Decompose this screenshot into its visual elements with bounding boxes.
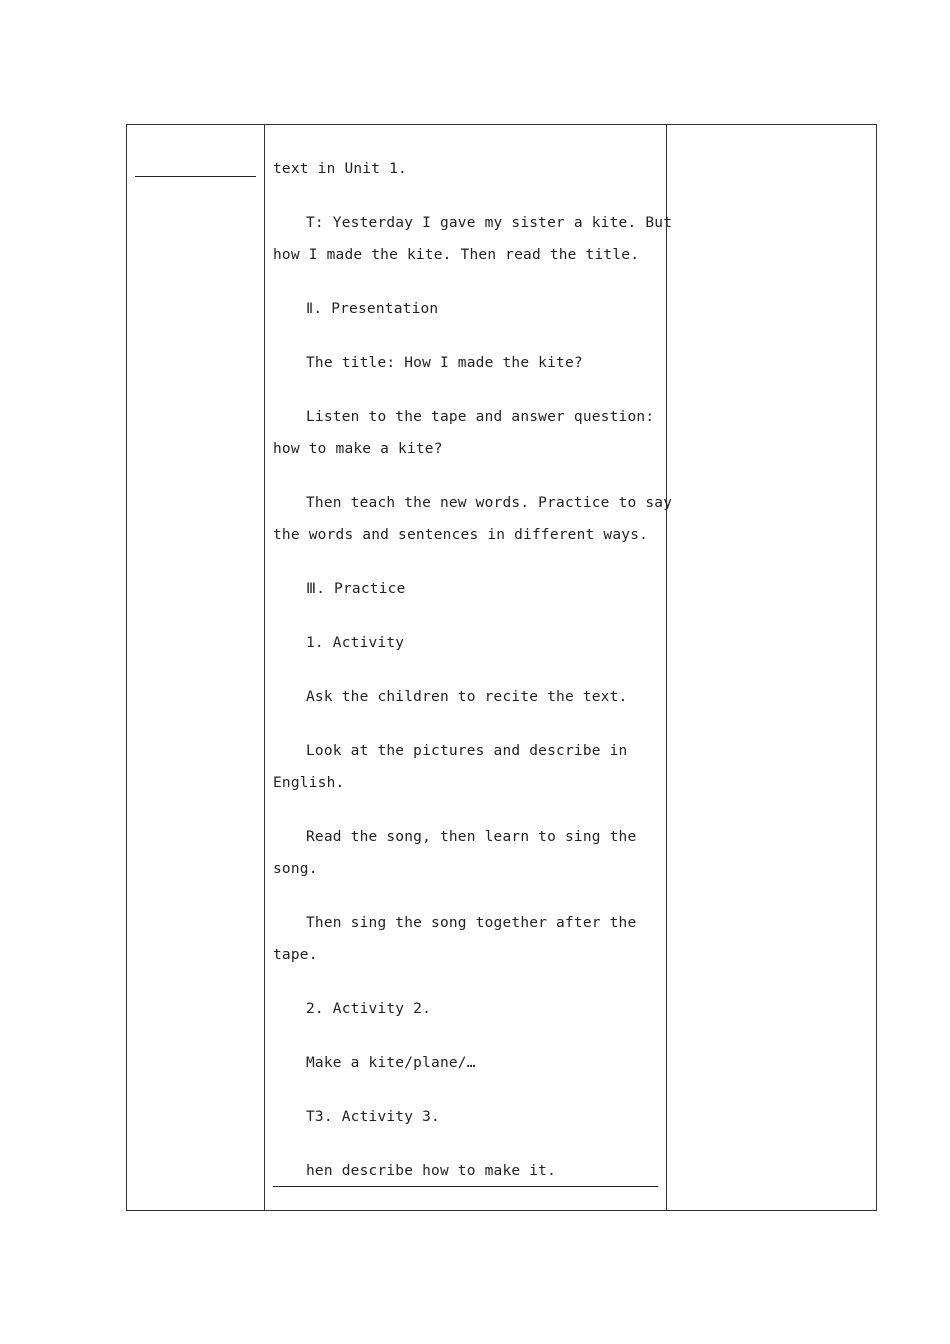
activity-3-heading: T3. Activity 3.	[306, 1109, 440, 1125]
paragraph-describe-pictures: Look at the pictures and describe in English.	[273, 743, 628, 791]
paragraph-recite-text: Ask the children to recite the text.	[306, 689, 628, 705]
paragraph-listen-tape: Listen to the tape and answer question: how to make a kite?	[273, 409, 655, 457]
activity-1-heading: 1. Activity	[306, 635, 405, 651]
paragraph-describe-making: hen describe how to make it.	[306, 1163, 557, 1179]
procedure-column-underline	[273, 1186, 658, 1187]
paragraph-read-song: Read the song, then learn to sing the song.	[273, 829, 637, 877]
left-column-blank-line	[135, 176, 256, 177]
column-divider-left	[264, 125, 265, 1210]
paragraph-teacher-intro: T: Yesterday I gave my sister a kite. But how I made the kite. Then read the title.	[273, 215, 673, 263]
paragraph-make-kite: Make a kite/plane/…	[306, 1055, 476, 1071]
activity-2-heading: 2. Activity 2.	[306, 1001, 432, 1017]
lesson-plan-table	[126, 124, 877, 1211]
teaching-procedure-column	[273, 153, 673, 1209]
section-heading-practice: Ⅲ. Practice	[306, 581, 406, 597]
paragraph-continued-text: text in Unit 1.	[273, 161, 407, 177]
paragraph-new-words: Then teach the new words. Practice to say the words and sentences in different ways.	[273, 495, 673, 543]
column-divider-right	[666, 125, 667, 1210]
paragraph-sing-song: Then sing the song together after the tape.	[273, 915, 637, 963]
section-heading-presentation: Ⅱ. Presentation	[306, 301, 439, 317]
paragraph-title: The title: How I made the kite?	[306, 355, 583, 371]
